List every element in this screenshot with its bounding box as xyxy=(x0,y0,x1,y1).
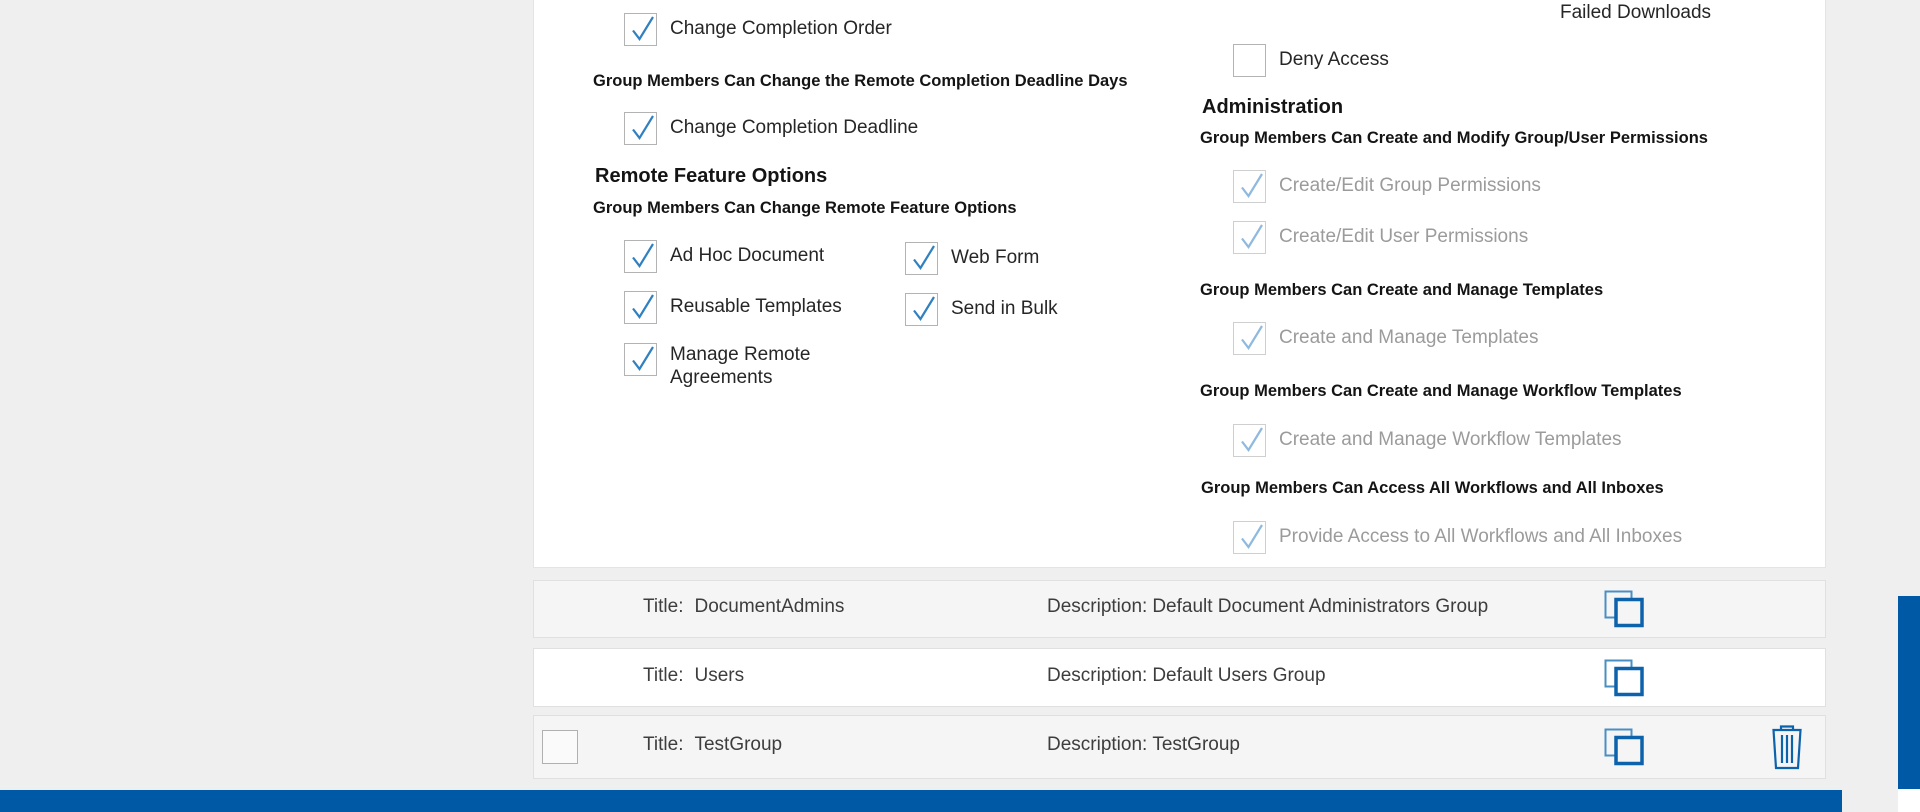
group-row-testgroup xyxy=(533,715,1826,779)
group-header-remote-feature-options: Group Members Can Change Remote Feature Options xyxy=(593,199,1017,217)
checkbox-row-create-edit-user-permissions xyxy=(1233,221,1528,254)
group-title xyxy=(643,665,744,687)
checkbox-label: Create/Edit User Permissions xyxy=(1279,226,1529,248)
checkbox-label: Change Completion Order xyxy=(670,18,892,40)
checkmark-icon xyxy=(1234,220,1268,254)
checkmark-icon xyxy=(625,111,659,145)
checkbox-label: Change Completion Deadline xyxy=(670,117,919,139)
group-title xyxy=(643,596,844,618)
checkbox-label: Deny Access xyxy=(1279,49,1389,71)
checkbox-row-change-completion-order xyxy=(624,13,892,46)
checkbox-row-create-manage-templates xyxy=(1233,322,1538,355)
checkbox-web-form[interactable] xyxy=(905,242,938,275)
group-title xyxy=(643,734,782,756)
title-label: Title: xyxy=(643,664,684,686)
checkmark-icon xyxy=(625,342,659,376)
checkbox-row-create-edit-group-permissions xyxy=(1233,170,1541,203)
select-group-checkbox[interactable] xyxy=(542,730,578,764)
section-title-failed-downloads: Failed Downloads xyxy=(1560,2,1712,23)
title-label: Title: xyxy=(643,596,684,618)
group-header-create-manage-templates: Group Members Can Create and Manage Templates xyxy=(1200,281,1604,299)
description-value: TestGroup xyxy=(1152,734,1240,756)
checkmark-icon xyxy=(906,241,940,275)
group-header-deadline-days: Group Members Can Change the Remote Completion Deadline Days xyxy=(593,72,1128,90)
checkbox-row-provide-access-all-workflows xyxy=(1233,521,1682,554)
description-label: Description: xyxy=(1047,734,1148,756)
checkbox-label: Ad Hoc Document xyxy=(670,245,825,267)
checkbox-change-completion-order[interactable] xyxy=(624,13,657,46)
scrollbar-thumb[interactable] xyxy=(1898,596,1920,789)
checkbox-create-manage-workflow-templates xyxy=(1233,424,1266,457)
checkbox-row-manage-remote-agreements xyxy=(624,343,842,390)
copy-group-button[interactable] xyxy=(1604,659,1644,697)
group-header-create-manage-workflow-templates: Group Members Can Create and Manage Workflow Templates xyxy=(1200,382,1682,400)
copy-group-button[interactable] xyxy=(1604,590,1644,628)
checkbox-manage-remote-agreements[interactable] xyxy=(624,343,657,376)
scrollbar-track xyxy=(1898,789,1920,812)
checkmark-icon xyxy=(1234,520,1268,554)
checkbox-create-edit-group-permissions xyxy=(1233,170,1266,203)
checkmark-icon xyxy=(625,239,659,273)
title-value: DocumentAdmins xyxy=(694,596,845,618)
title-value: Users xyxy=(694,664,745,686)
section-title-remote-feature-options: Remote Feature Options xyxy=(595,165,828,187)
checkbox-label: Web Form xyxy=(951,247,1040,269)
checkbox-row-ad-hoc-document xyxy=(624,240,824,273)
checkbox-label: Manage Remote Agreements xyxy=(670,344,811,388)
group-row-documentadmins xyxy=(533,580,1826,638)
checkbox-row-create-manage-workflow-templates xyxy=(1233,424,1622,457)
group-header-create-modify-permissions: Group Members Can Create and Modify Group/User Permissions xyxy=(1200,129,1708,147)
copy-icon xyxy=(1604,728,1644,766)
copy-icon xyxy=(1604,590,1644,628)
description-value: Default Document Administrators Group xyxy=(1152,596,1489,618)
checkbox-label: Create/Edit Group Permissions xyxy=(1279,175,1541,197)
checkmark-icon xyxy=(1234,169,1268,203)
checkbox-label: Create and Manage Workflow Templates xyxy=(1279,429,1622,451)
checkbox-reusable-templates[interactable] xyxy=(624,291,657,324)
footer-bar xyxy=(0,790,1842,812)
checkbox-row-web-form xyxy=(905,242,1039,275)
checkbox-label: Create and Manage Templates xyxy=(1279,327,1539,349)
description-label: Description: xyxy=(1047,664,1148,686)
title-value: TestGroup xyxy=(694,734,783,756)
checkbox-row-deny-access xyxy=(1233,44,1389,77)
checkmark-icon xyxy=(1234,321,1268,355)
trash-icon xyxy=(1769,724,1805,770)
group-description xyxy=(1047,665,1326,687)
checkbox-row-send-in-bulk xyxy=(905,293,1058,326)
section-title-administration: Administration xyxy=(1202,96,1344,118)
checkbox-send-in-bulk[interactable] xyxy=(905,293,938,326)
group-description xyxy=(1047,596,1488,618)
group-description xyxy=(1047,734,1240,756)
description-label: Description: xyxy=(1047,596,1148,618)
description-value: Default Users Group xyxy=(1152,664,1326,686)
checkmark-icon xyxy=(1234,423,1268,457)
checkbox-create-edit-user-permissions xyxy=(1233,221,1266,254)
title-label: Title: xyxy=(643,734,684,756)
checkbox-change-completion-deadline[interactable] xyxy=(624,112,657,145)
checkbox-row-change-completion-deadline xyxy=(624,112,918,145)
copy-icon xyxy=(1604,659,1644,697)
checkbox-row-reusable-templates xyxy=(624,291,842,324)
checkmark-icon xyxy=(906,292,940,326)
copy-group-button[interactable] xyxy=(1604,728,1644,766)
checkbox-provide-access-all-workflows xyxy=(1233,521,1266,554)
checkbox-label: Reusable Templates xyxy=(670,296,842,318)
checkbox-label: Provide Access to All Workflows and All Inboxes xyxy=(1279,526,1683,548)
checkbox-label: Send in Bulk xyxy=(951,298,1058,320)
checkmark-icon xyxy=(625,290,659,324)
checkbox-ad-hoc-document[interactable] xyxy=(624,240,657,273)
checkmark-icon xyxy=(625,12,659,46)
group-header-access-all-workflows: Group Members Can Access All Workflows and All Inboxes xyxy=(1201,479,1664,497)
group-row-users xyxy=(533,648,1826,707)
delete-group-button[interactable] xyxy=(1769,724,1805,770)
checkbox-create-manage-templates xyxy=(1233,322,1266,355)
checkbox-deny-access[interactable] xyxy=(1233,44,1266,77)
